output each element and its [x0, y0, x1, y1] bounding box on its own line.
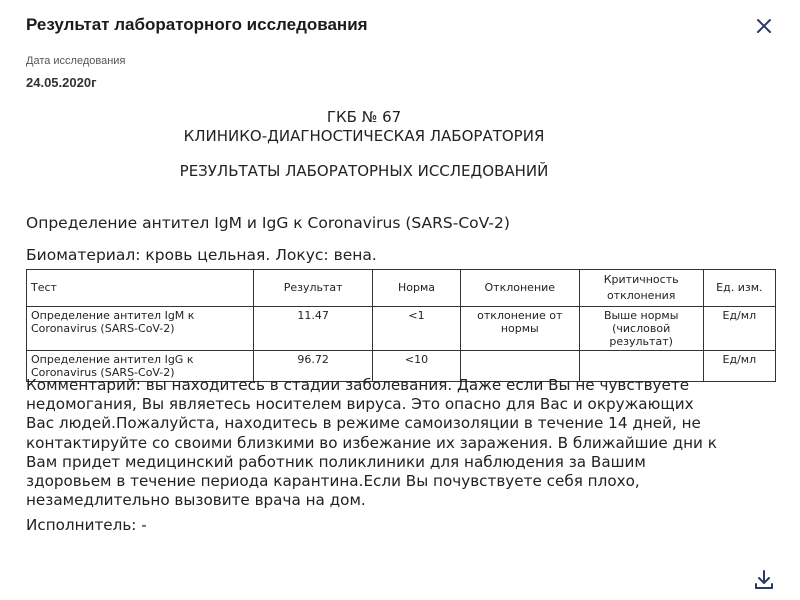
- hospital-name: ГКБ № 67: [326, 108, 402, 126]
- lab-report-document: [0, 100, 800, 570]
- cell-deviation: отклонение от нормы: [460, 307, 579, 351]
- close-button[interactable]: [752, 14, 776, 38]
- col-header-unit: Ед. изм.: [703, 270, 775, 307]
- table-header-row: [27, 270, 776, 307]
- comment-line: незамедлительно вызовите врача на дом.: [26, 491, 366, 510]
- executor: Исполнитель: -: [26, 516, 147, 534]
- comment: [26, 376, 746, 510]
- comment-line: Вас людей.Пожалуйста, находитесь в режиме самоизоляции в течение 14 дней, не: [26, 414, 701, 433]
- cell-norm: <10: [373, 351, 461, 382]
- biomaterial: Биоматериал: кровь цельная. Локус: вена.: [26, 246, 377, 264]
- cell-unit: Ед/мл: [703, 307, 775, 351]
- close-icon: [752, 14, 776, 38]
- date-label: Дата исследования: [26, 55, 126, 67]
- cell-test: Определение антител IgM к Coronavirus (SARS-CoV-2): [27, 307, 254, 351]
- comment-line: Вам придет медицинский работник поликлиники для наблюдения за Вашим: [26, 452, 646, 471]
- report-heading: РЕЗУЛЬТАТЫ ЛАБОРАТОРНЫХ ИССЛЕДОВАНИЙ: [179, 162, 549, 180]
- download-button[interactable]: [752, 568, 776, 592]
- col-header-result: Результат: [254, 270, 373, 307]
- col-header-deviation: Отклонение: [460, 270, 579, 307]
- comment-line: недомогания, Вы являетесь носителем вируса. Это опасно для Вас и окружающих: [26, 395, 694, 414]
- cell-unit: Ед/мл: [703, 351, 775, 382]
- cell-criticality: Выше нормы (числовой результат): [579, 307, 703, 351]
- download-icon: [752, 568, 776, 592]
- comment-line: контактируйте со своими близкими во избежание их заражения. В ближайшие дни к: [26, 433, 717, 452]
- col-header-test: Тест: [27, 270, 254, 307]
- cell-result: 96.72: [254, 351, 373, 382]
- cell-test: Определение антител IgG к Coronavirus (SARS-CoV-2): [27, 351, 254, 382]
- cell-result: 11.47: [254, 307, 373, 351]
- results-table: [26, 269, 776, 382]
- test-title: Определение антител IgM и IgG к Coronavirus (SARS-CoV-2): [26, 214, 510, 232]
- table-row: [27, 307, 776, 351]
- cell-norm: <1: [373, 307, 461, 351]
- comment-line: Комментарий: вы находитесь в стадии заболевания. Даже если Вы не чувствуете: [26, 376, 690, 394]
- date-value: 24.05.2020г: [26, 75, 97, 90]
- lab-name: КЛИНИКО-ДИАГНОСТИЧЕСКАЯ ЛАБОРАТОРИЯ: [183, 127, 545, 145]
- col-header-norm: Норма: [373, 270, 461, 307]
- col-header-criticality: Критичность отклонения: [579, 270, 703, 307]
- comment-line: здоровьем в течение периода карантина.Если Вы почувствуете себя плохо,: [26, 472, 640, 491]
- modal-title: Результат лабораторного исследования: [26, 15, 368, 34]
